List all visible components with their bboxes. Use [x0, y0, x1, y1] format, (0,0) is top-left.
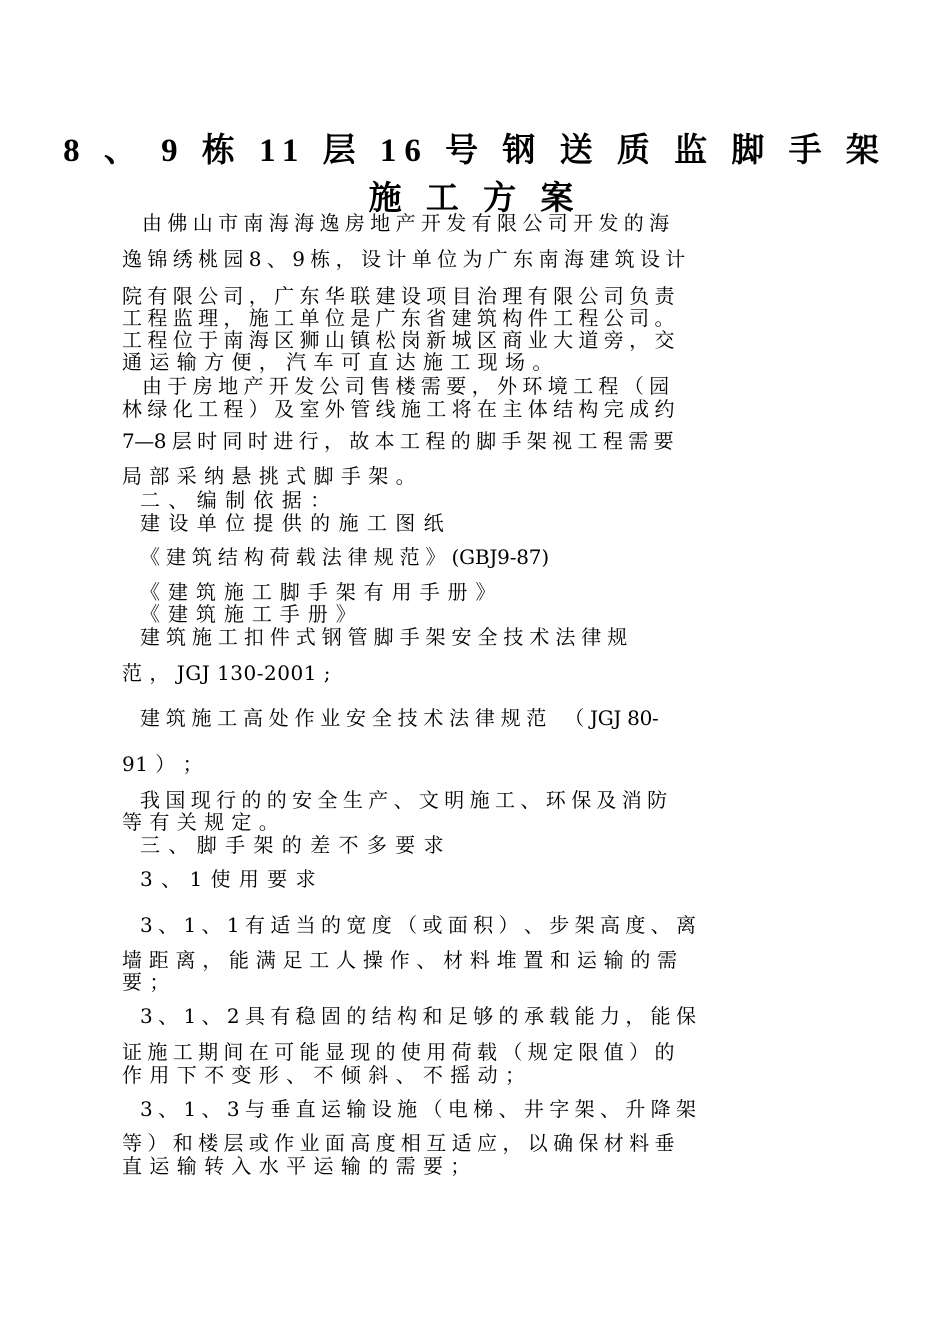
- body-line: 由 于 房 地 产 开 发 公 司 售 楼 需 要 ， 外 环 境 工 程 （ 园: [142, 374, 669, 398]
- body-line: 建 筑 施 工 高 处 作 业 安 全 技 术 法 律 规 范 （ JGJ 80-: [140, 706, 659, 730]
- body-line: 《 建 筑 施 工 手 册 》: [140, 602, 357, 626]
- body-line: 91 ） ；: [122, 752, 204, 776]
- section-heading: 二 、 编 制 依 据 ：: [140, 488, 332, 512]
- body-line: 我 国 现 行 的 的 安 全 生 产 、 文 明 施 工 、 环 保 及 消 防: [140, 788, 667, 812]
- body-line: 直 运 输 转 入 水 平 运 输 的 需 要 ；: [122, 1154, 471, 1178]
- body-line: 等 ） 和 楼 层 或 作 业 面 高 度 相 互 适 应 ， 以 确 保 材 料 垂: [122, 1131, 675, 1155]
- body-line: 《 建 筑 施 工 脚 手 架 有 用 手 册 》: [140, 580, 497, 604]
- body-line: 等 有 关 规 定 。: [122, 810, 280, 834]
- body-line: 作 用 下 不 变 形 、 不 倾 斜 、 不 摇 动 ；: [122, 1063, 526, 1087]
- body-line: 由 佛 山 市 南 海 海 逸 房 地 产 开 发 有 限 公 司 开 发 的 海: [142, 211, 669, 235]
- body-line: 通 运 输 方 便 ， 汽 车 可 直 达 施 工 现 场 。: [122, 350, 553, 374]
- body-line: 建 筑 施 工 扣 件 式 钢 管 脚 手 架 安 全 技 术 法 律 规: [140, 625, 628, 649]
- section-heading: 三 、 脚 手 架 的 差 不 多 要 求: [140, 833, 445, 857]
- body-line: 3 、 1 、 1 有 适 当 的 宽 度 （ 或 面 积 ） 、 步 架 高 度 、 离: [140, 913, 696, 937]
- body-line: 7—8 层 时 同 时 进 行 ， 故 本 工 程 的 脚 手 架 视 工 程 需 要: [122, 429, 674, 453]
- body-line: 要 ；: [122, 970, 170, 994]
- body-line: 局 部 采 纳 悬 挑 式 脚 手 架 。: [122, 464, 417, 488]
- document-title-line-1: 8 、 9 栋 11 层 16 号 钢 送 质 监 脚 手 架: [63, 133, 887, 169]
- body-line: 范 ， JGJ 130-2001 ;: [122, 661, 332, 685]
- body-line: 林 绿 化 工 程 ） 及 室 外 管 线 施 工 将 在 主 体 结 构 完 成 约: [122, 397, 675, 421]
- body-line: 院 有 限 公 司 ， 广 东 华 联 建 设 项 目 治 理 有 限 公 司 负 责: [122, 284, 675, 308]
- body-line: 工 程 监 理 ， 施 工 单 位 是 广 东 省 建 筑 构 件 工 程 公 司 。: [122, 306, 675, 330]
- body-line: 建 设 单 位 提 供 的 施 工 图 纸: [140, 511, 445, 535]
- body-line: 《 建 筑 结 构 荷 载 法 律 规 范 》 (GBJ9-87): [140, 545, 549, 569]
- body-line: 逸 锦 绣 桃 园 8 、 9 栋 ， 设 计 单 位 为 广 东 南 海 建 筑 设 计: [122, 247, 685, 271]
- body-line: 证 施 工 期 间 在 可 能 显 现 的 使 用 荷 载 （ 规 定 限 值 ） 的: [122, 1040, 675, 1064]
- subsection-heading: 3 、 1 使 用 要 求: [140, 867, 317, 891]
- body-line: 工 程 位 于 南 海 区 狮 山 镇 松 岗 新 城 区 商 业 大 道 旁 ， 交: [122, 328, 675, 352]
- body-line: 3 、 1 、 2 具 有 稳 固 的 结 构 和 足 够 的 承 载 能 力 ， 能 保: [140, 1004, 696, 1028]
- body-line: 3 、 1 、 3 与 垂 直 运 输 设 施 （ 电 梯 、 井 字 架 、 升 降 架: [140, 1097, 696, 1121]
- document-title-line-2: 施 工 方 案: [368, 181, 582, 217]
- body-line: 墙 距 离 ， 能 满 足 工 人 操 作 、 材 料 堆 置 和 运 输 的 需: [122, 948, 678, 972]
